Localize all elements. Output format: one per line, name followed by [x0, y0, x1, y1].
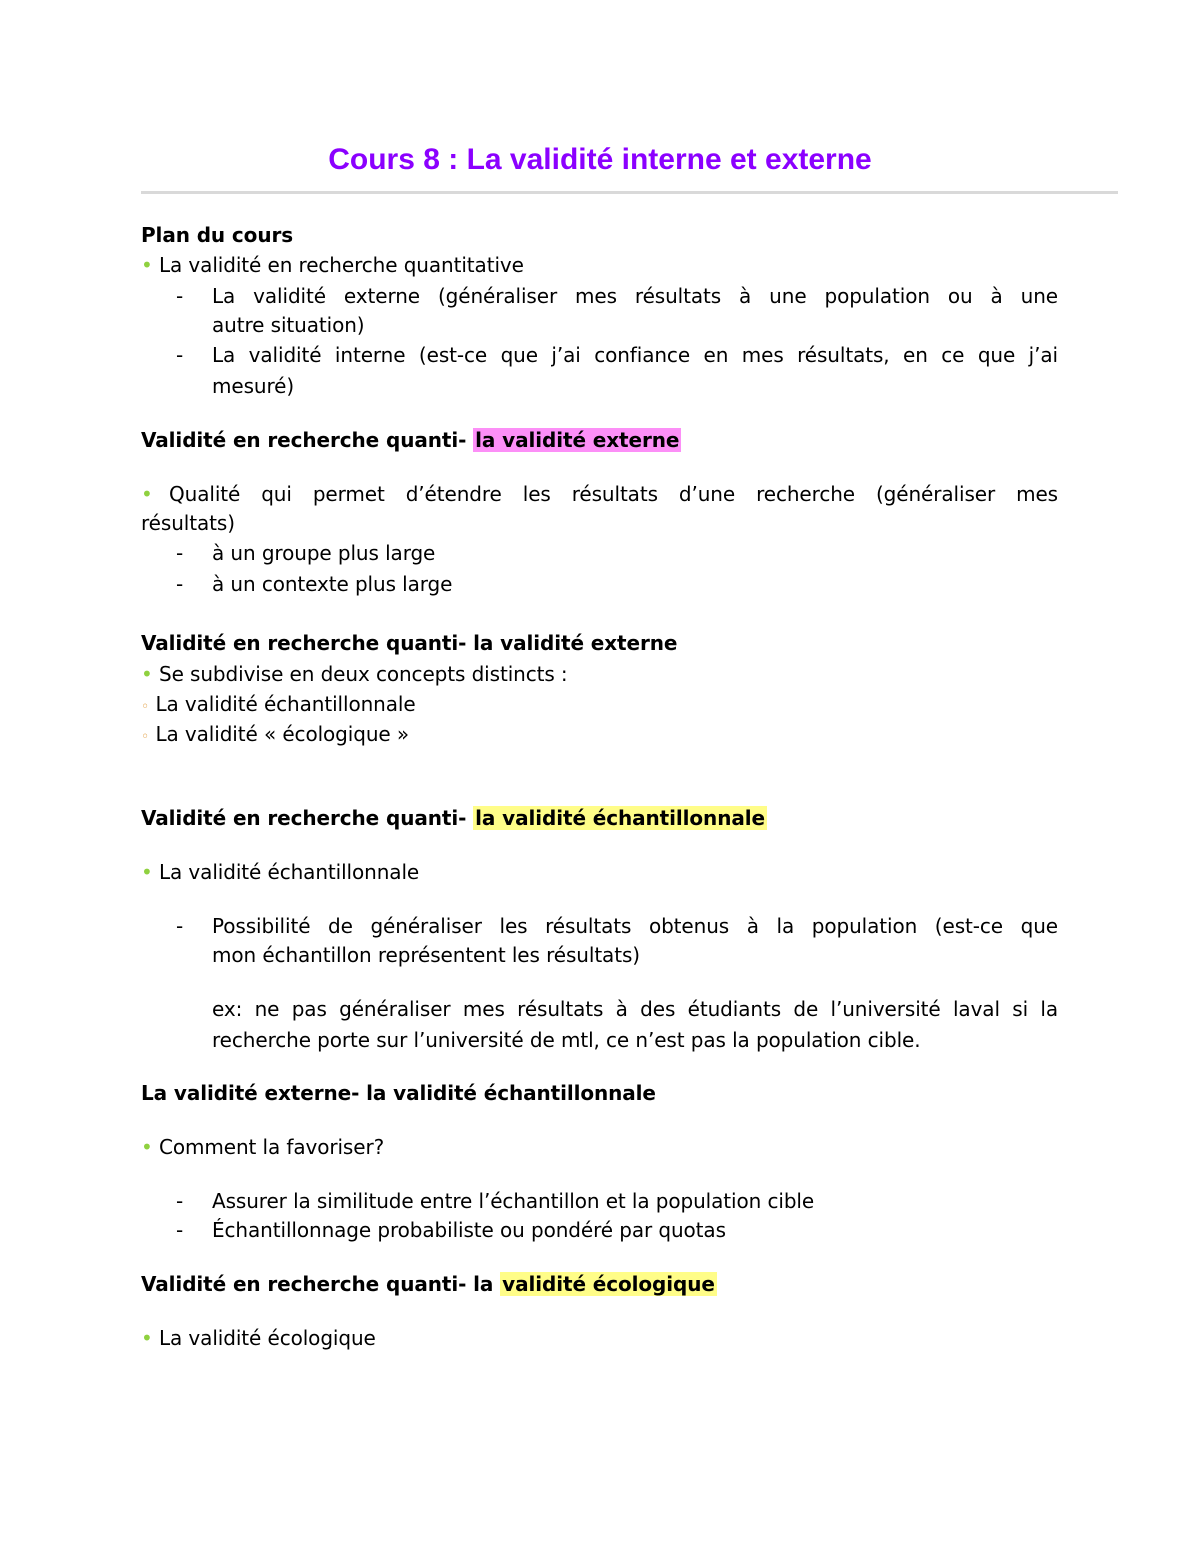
plan-item2-line2: mesuré)	[212, 374, 295, 398]
highlighted-phrase: la validité externe	[475, 428, 680, 452]
s3-bullet-text: La validité échantillonnale	[158, 860, 420, 884]
s1-dash2: à un contexte plus large	[212, 572, 453, 596]
bullet-icon: •	[141, 1135, 153, 1159]
s2-bullet-text: Se subdivise en deux concepts distincts :	[158, 662, 568, 686]
bullet-icon: •	[141, 482, 153, 506]
circle-bullet-icon: ◦	[141, 729, 150, 745]
section-heading-external	[141, 425, 681, 455]
s2-bullet-item	[141, 659, 568, 689]
dash-icon: -	[176, 1189, 184, 1213]
plan-heading: Plan du cours	[141, 223, 294, 247]
s1-bullet-line1: Qualité qui permet d’étendre les résultats d’une recherche (généraliser mes	[169, 482, 1058, 506]
s5-bullet-item	[141, 1323, 376, 1353]
bullet-icon: •	[141, 1326, 153, 1350]
plan-item1-line2: autre situation)	[212, 313, 365, 337]
s2-sub-item-2	[141, 719, 409, 752]
dash-icon: -	[176, 343, 184, 367]
heading-prefix: Validité en recherche quanti-	[141, 428, 474, 452]
bullet-icon: •	[141, 860, 153, 884]
s1-dash1: à un groupe plus large	[212, 541, 436, 565]
dash-icon: -	[176, 1218, 184, 1242]
plan-item2-line1: La validité interne (est-ce que j’ai confiance en mes résultats, en ce que j’ai	[212, 343, 1058, 367]
highlighted-phrase: la validité échantillonnale	[475, 806, 765, 830]
dash-icon: -	[176, 284, 184, 308]
circle-bullet-icon: ◦	[141, 699, 150, 715]
bullet-icon: •	[141, 662, 153, 686]
heading-prefix: Validité en recherche quanti- la	[141, 1272, 501, 1296]
bullet-icon-wrap	[141, 479, 153, 509]
bullet-icon: •	[141, 253, 153, 277]
s2-sub1-text: La validité échantillonnale	[155, 692, 416, 716]
dash-icon: -	[176, 572, 184, 596]
dash-icon: -	[176, 914, 184, 938]
plan-bullet-item	[141, 250, 524, 280]
section-heading-external-2: Validité en recherche quanti- la validité externe	[141, 631, 678, 655]
s4-dash2: Échantillonnage probabiliste ou pondéré par quotas	[212, 1218, 726, 1242]
page-title: Cours 8 : La validité interne et externe	[328, 143, 872, 176]
s2-sub-item-1	[141, 689, 416, 722]
s3-dash-line1: Possibilité de généraliser les résultats obtenus à la population (est-ce que	[212, 914, 1058, 938]
s3-dash-line2: mon échantillon représentent les résultats)	[212, 943, 640, 967]
s3-example-line2: recherche porte sur l’université de mtl, ce n’est pas la population cible.	[212, 1028, 921, 1052]
dash-icon: -	[176, 541, 184, 565]
s4-bullet-text: Comment la favoriser?	[158, 1135, 385, 1159]
highlighted-phrase: validité écologique	[502, 1272, 715, 1296]
heading-prefix: Validité en recherche quanti-	[141, 806, 474, 830]
section-heading-sampling	[141, 803, 767, 833]
s4-dash1: Assurer la similitude entre l’échantillon et la population cible	[212, 1189, 815, 1213]
s3-bullet-item	[141, 857, 419, 887]
s3-example-line1: ex: ne pas généraliser mes résultats à des étudiants de l’université laval si la	[212, 997, 1058, 1021]
s2-sub2-text: La validité « écologique »	[155, 722, 409, 746]
plan-bullet-text: La validité en recherche quantitative	[158, 253, 524, 277]
section-heading-ecological	[141, 1269, 717, 1299]
title-divider	[141, 191, 1118, 194]
s4-bullet-item	[141, 1132, 384, 1162]
section-heading-sampling-2: La validité externe- la validité échantillonnale	[141, 1081, 656, 1105]
s5-bullet-text: La validité écologique	[158, 1326, 376, 1350]
s1-bullet-line2: résultats)	[141, 511, 235, 535]
plan-item1-line1: La validité externe (généraliser mes résultats à une population ou à une	[212, 284, 1058, 308]
